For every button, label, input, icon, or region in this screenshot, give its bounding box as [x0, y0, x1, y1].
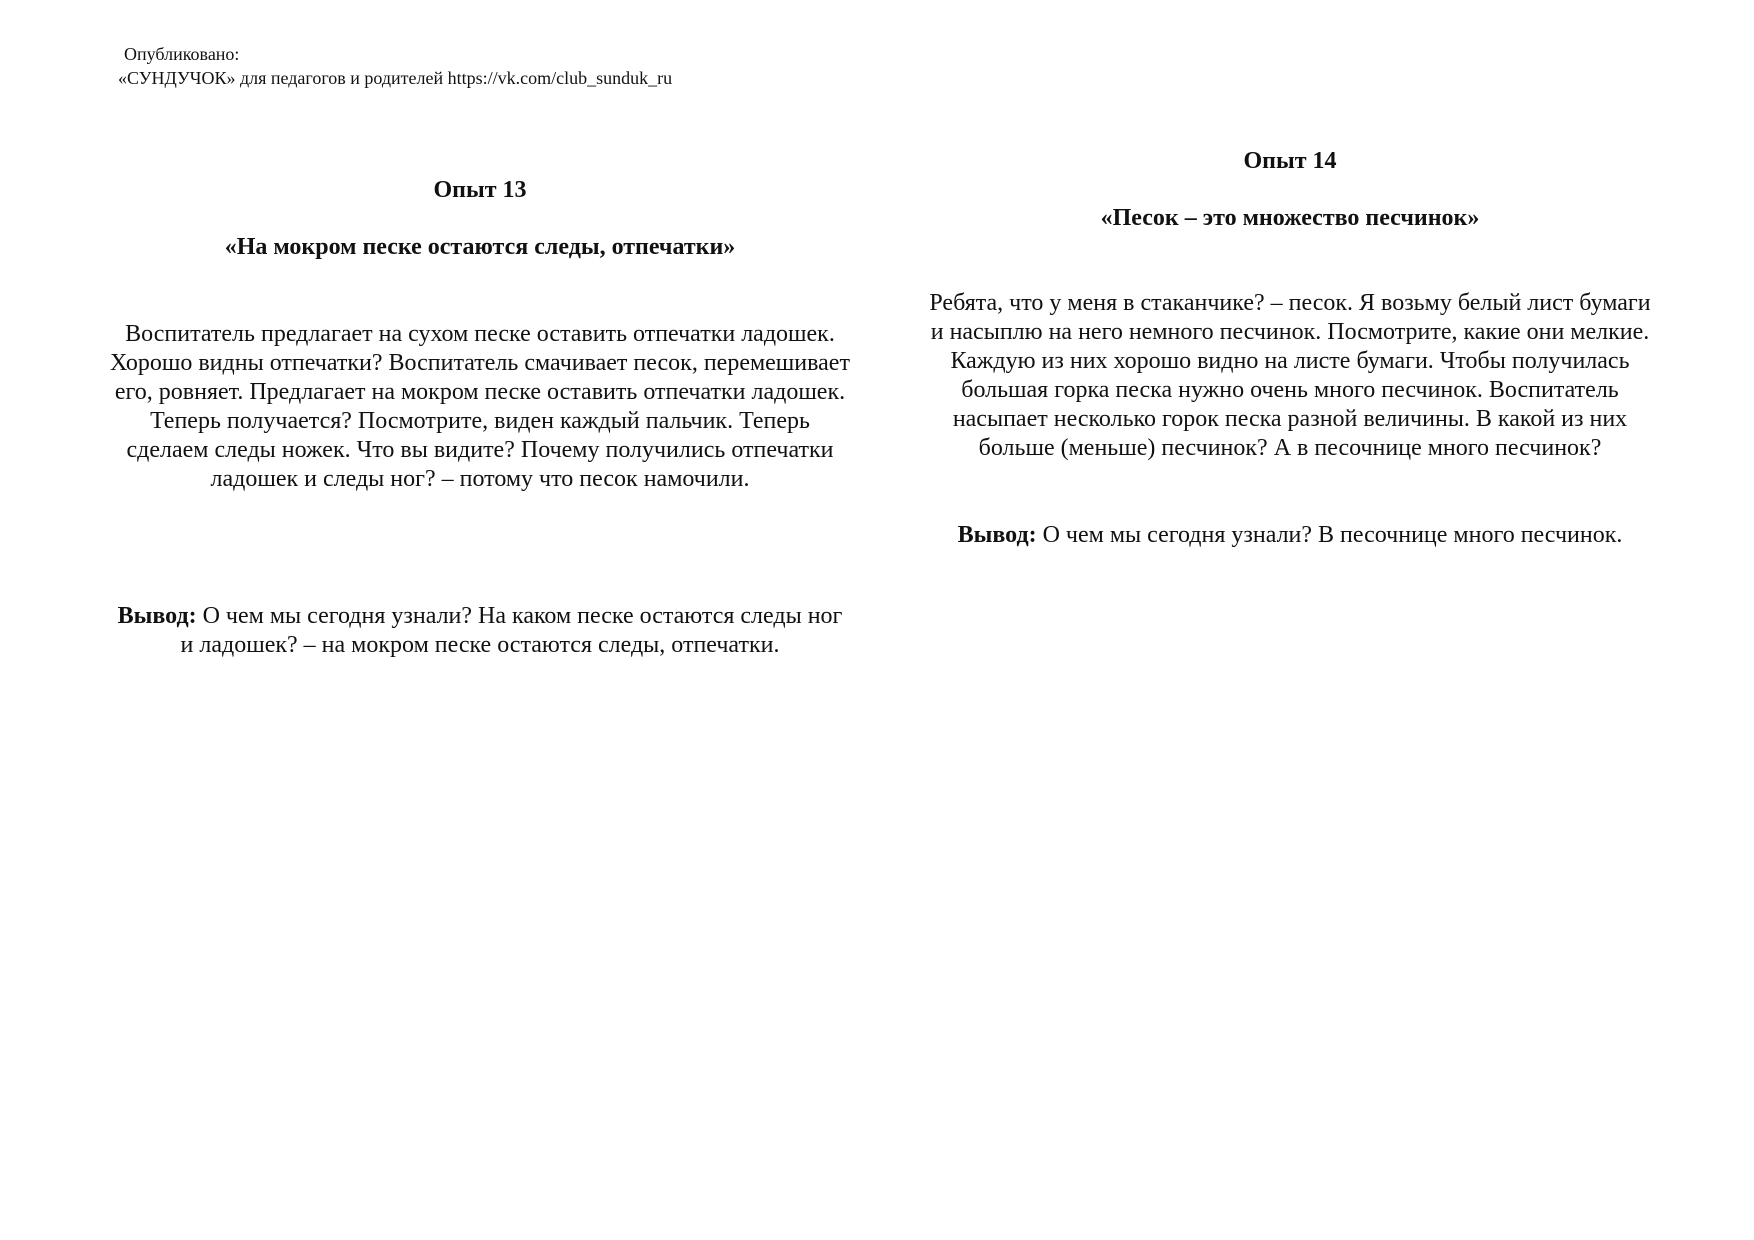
conclusion-label: Вывод: [117, 603, 197, 629]
publication-header [118, 42, 672, 90]
published-label: Опубликовано: [124, 44, 240, 64]
experiment-title: Опыт 14 [1243, 148, 1337, 174]
conclusion-text: О чем мы сегодня узнали? На каком песке остаются следы ног и ладошек? – на мокром песке остаются следы, отпечатки. [180, 603, 843, 658]
experiment-title: Опыт 13 [433, 177, 527, 203]
experiment-13 [110, 176, 850, 660]
publisher-source: «СУНДУЧОК» для педагогов и родителей https://vk.com/club_sunduk_ru [118, 68, 673, 88]
conclusion-text: О чем мы сегодня узнали? В песочнице много песчинок. [1036, 522, 1623, 548]
experiment-body: Ребята, что у меня в стаканчике? – песок. Я возьму белый лист бумаги и насыплю на него немного песчинок. Посмотрите, какие они мелкие. Каждую из них хорошо видно на листе бумаги. Чтобы получилась большая горка песка нужно очень много песчинок. Воспитатель насыпает несколько горок песка разной величины. В какой из них больше (меньше) песчинок? А в песочнице много песчинок? [929, 290, 1651, 461]
experiment-conclusion [920, 521, 1660, 550]
experiment-body: Воспитатель предлагает на сухом песке оставить отпечатки ладошек. Хорошо видны отпечатки? Воспитатель смачивает песок, перемешивает его, ровняет. Предлагает на мокром песке оставить отпечатки ладошек. Теперь получается? Посмотрите, виден каждый пальчик. Теперь сделаем следы ножек. Что вы видите? Почему получились отпечатки ладошек и следы ног? – потому что песок намочили. [110, 321, 850, 492]
conclusion-label: Вывод: [957, 522, 1037, 548]
experiment-subtitle: «Песок – это множество песчинок» [1100, 205, 1480, 231]
experiment-conclusion [110, 602, 850, 660]
experiment-subtitle: «На мокром песке остаются следы, отпечатки» [224, 234, 736, 260]
experiment-14 [920, 147, 1660, 550]
